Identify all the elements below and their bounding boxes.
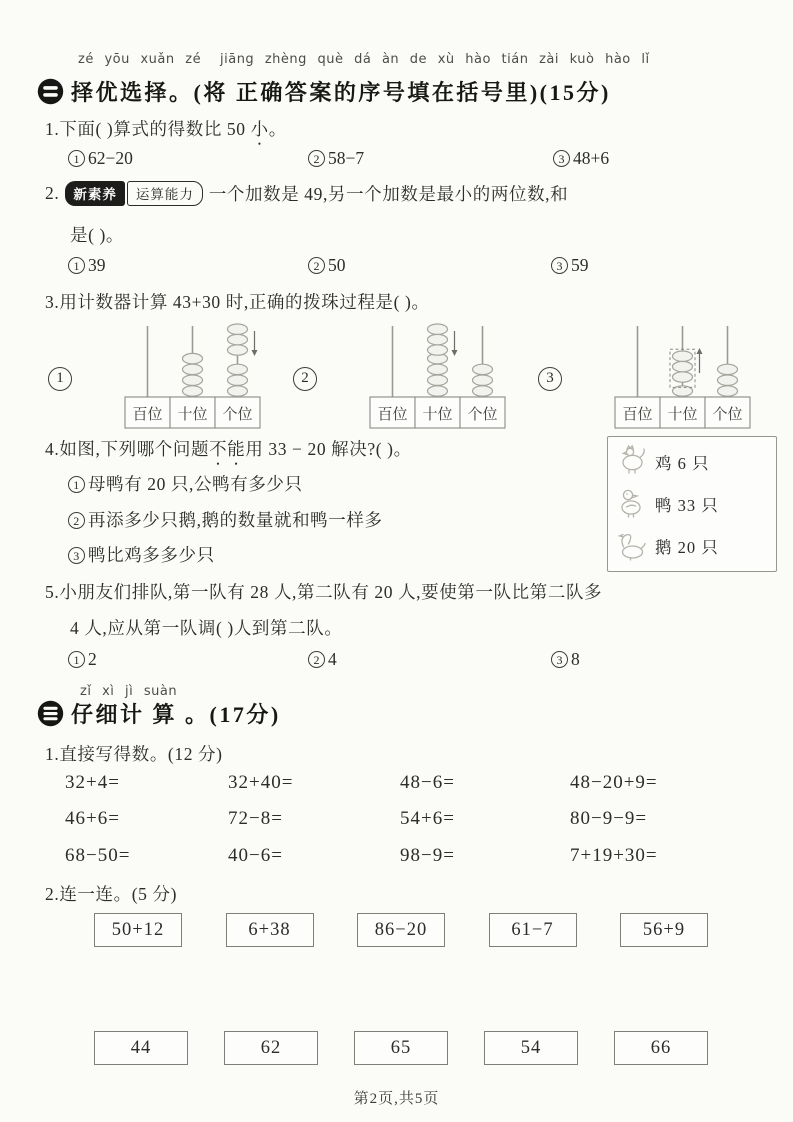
question-2-text: 2. 新素养 运算能力 一个加数是 49,另一个加数是最小的两位数,和 <box>45 183 569 204</box>
q2-option-1: 1 39 <box>68 255 106 276</box>
calc-problem: 48−20+9= <box>570 772 658 793</box>
svg-text:百位: 百位 <box>132 407 163 423</box>
circled-number-icon: 2 <box>308 651 325 668</box>
section-two-icon <box>37 78 64 105</box>
match-expression-box: 50+12 <box>94 913 182 947</box>
match-answer-row <box>94 1031 708 1065</box>
abacus-figure-1 <box>83 320 263 437</box>
match-expression-box: 61−7 <box>489 913 577 947</box>
new-literacy-badge: 新素养 运算能力 <box>65 181 203 206</box>
animal-count-legend <box>607 436 777 572</box>
match-answer-box: 54 <box>484 1031 578 1065</box>
section2-header <box>37 76 611 107</box>
q2-option-2: 2 50 <box>308 255 346 276</box>
emphasized-word: 小 <box>250 119 269 139</box>
chicken-icon <box>614 442 648 481</box>
circled-number-icon: 3 <box>551 257 568 274</box>
q1-option-1: 1 62−20 <box>68 148 133 169</box>
q4-option-1: 1 母鸭有 20 只,公鸭有多少只 <box>68 471 303 496</box>
legend-duck-label: 鸭 33 只 <box>655 496 719 515</box>
abacus-option-3 <box>538 320 753 437</box>
match-answer-box: 65 <box>354 1031 448 1065</box>
abacus-figure-3 <box>573 320 753 437</box>
svg-text:个位: 个位 <box>712 407 743 423</box>
q2-number: 2. <box>45 183 60 203</box>
circled-number-icon: 2 <box>308 150 325 167</box>
calc-problem: 48−6= <box>400 772 455 793</box>
abacus-option-2 <box>293 320 508 437</box>
section2-pinyin-right: jiāng zhèng què dá àn de xù hào tián zài kuò hào lǐ <box>220 52 650 67</box>
match-expression-box: 6+38 <box>226 913 314 947</box>
question-4-text: 4.如图,下列哪个问题不能用 33 − 20 解决?( )。 <box>45 439 412 459</box>
circled-number-icon: 1 <box>48 367 72 391</box>
circled-number-icon: 1 <box>68 257 85 274</box>
calc-problem: 98−9= <box>400 845 455 866</box>
abacus-figure-2 <box>328 320 508 437</box>
section3-pinyin: zǐ xì jì suàn <box>80 684 178 699</box>
match-expression-box: 86−20 <box>357 913 445 947</box>
calc-problem: 54+6= <box>400 808 455 829</box>
circled-number-icon: 3 <box>551 651 568 668</box>
svg-text:个位: 个位 <box>222 407 253 423</box>
question-5-text-line1: 5.小朋友们排队,第一队有 28 人,第二队有 20 人,要使第一队比第二队多 <box>45 582 603 602</box>
q4-option-2: 2 再添多少只鹅,鹅的数量就和鸭一样多 <box>68 507 383 532</box>
calc-problem: 72−8= <box>228 808 283 829</box>
match-expression-row <box>94 913 708 947</box>
legend-row-chicken <box>614 442 770 481</box>
section3-header <box>37 698 281 729</box>
circled-number-icon: 2 <box>308 257 325 274</box>
match-answer-box: 44 <box>94 1031 188 1065</box>
circled-number-icon: 3 <box>68 547 85 564</box>
circled-number-icon: 3 <box>538 367 562 391</box>
circled-number-icon: 1 <box>68 150 85 167</box>
q5-option-1: 1 2 <box>68 649 97 670</box>
svg-text:个位: 个位 <box>467 407 498 423</box>
svg-text:百位: 百位 <box>377 407 408 423</box>
svg-text:十位: 十位 <box>177 407 208 423</box>
circled-number-icon: 2 <box>293 367 317 391</box>
emphasized-word: 不能 <box>209 439 246 459</box>
svg-text:十位: 十位 <box>422 407 453 423</box>
calc-problem: 32+4= <box>65 772 120 793</box>
circled-number-icon: 1 <box>68 651 85 668</box>
calc-problem: 80−9−9= <box>570 808 648 829</box>
legend-row-duck <box>614 485 770 524</box>
match-answer-box: 62 <box>224 1031 318 1065</box>
legend-row-goose <box>614 527 770 566</box>
calc-problem: 68−50= <box>65 845 131 866</box>
q5-option-3: 3 8 <box>551 649 580 670</box>
svg-text:十位: 十位 <box>667 407 698 423</box>
legend-chicken-label: 鸡 6 只 <box>655 453 710 473</box>
match-subtitle: 2.连一连。(5 分) <box>45 884 178 904</box>
q4-option-3: 3 鸭比鸡多多少只 <box>68 542 215 567</box>
match-expression-box: 56+9 <box>620 913 708 947</box>
circled-number-icon: 1 <box>68 476 85 493</box>
calc-problem: 40−6= <box>228 845 283 866</box>
question-2-text-line2: 是( )。 <box>70 225 125 245</box>
circled-number-icon: 3 <box>553 150 570 167</box>
calc-problem: 46+6= <box>65 808 120 829</box>
q1-option-2: 2 58−7 <box>308 148 364 169</box>
goose-icon <box>614 527 648 566</box>
question-1-text: 1.下面( )算式的得数比 50 小。 <box>45 119 287 139</box>
duck-icon <box>614 485 648 524</box>
match-answer-box: 66 <box>614 1031 708 1065</box>
q2-option-3: 3 59 <box>551 255 589 276</box>
calc-subtitle: 1.直接写得数。(12 分) <box>45 744 223 764</box>
question-3-text: 3.用计数器计算 43+30 时,正确的拨珠过程是( )。 <box>45 292 430 312</box>
legend-goose-label: 鹅 20 只 <box>655 538 719 558</box>
q5-option-2: 2 4 <box>308 649 337 670</box>
q1-option-3: 3 48+6 <box>553 148 609 169</box>
section3-title: 仔细计 算 。(17分) <box>71 702 281 727</box>
section-three-icon <box>37 700 64 727</box>
computing-ability-badge: 运算能力 <box>127 181 203 206</box>
section2-pinyin-left: zé yōu xuǎn zé <box>78 52 202 67</box>
question-5-text-line2: 4 人,应从第一队调( )人到第二队。 <box>70 618 343 638</box>
svg-text:百位: 百位 <box>622 407 653 423</box>
circled-number-icon: 2 <box>68 512 85 529</box>
calc-problem: 32+40= <box>228 772 294 793</box>
abacus-option-1 <box>48 320 263 437</box>
page-footer: 第2页,共5页 <box>353 1091 440 1107</box>
calc-problem: 7+19+30= <box>570 845 658 866</box>
section2-title: 择优选择。(将 正确答案的序号填在括号里)(15分) <box>71 80 611 105</box>
